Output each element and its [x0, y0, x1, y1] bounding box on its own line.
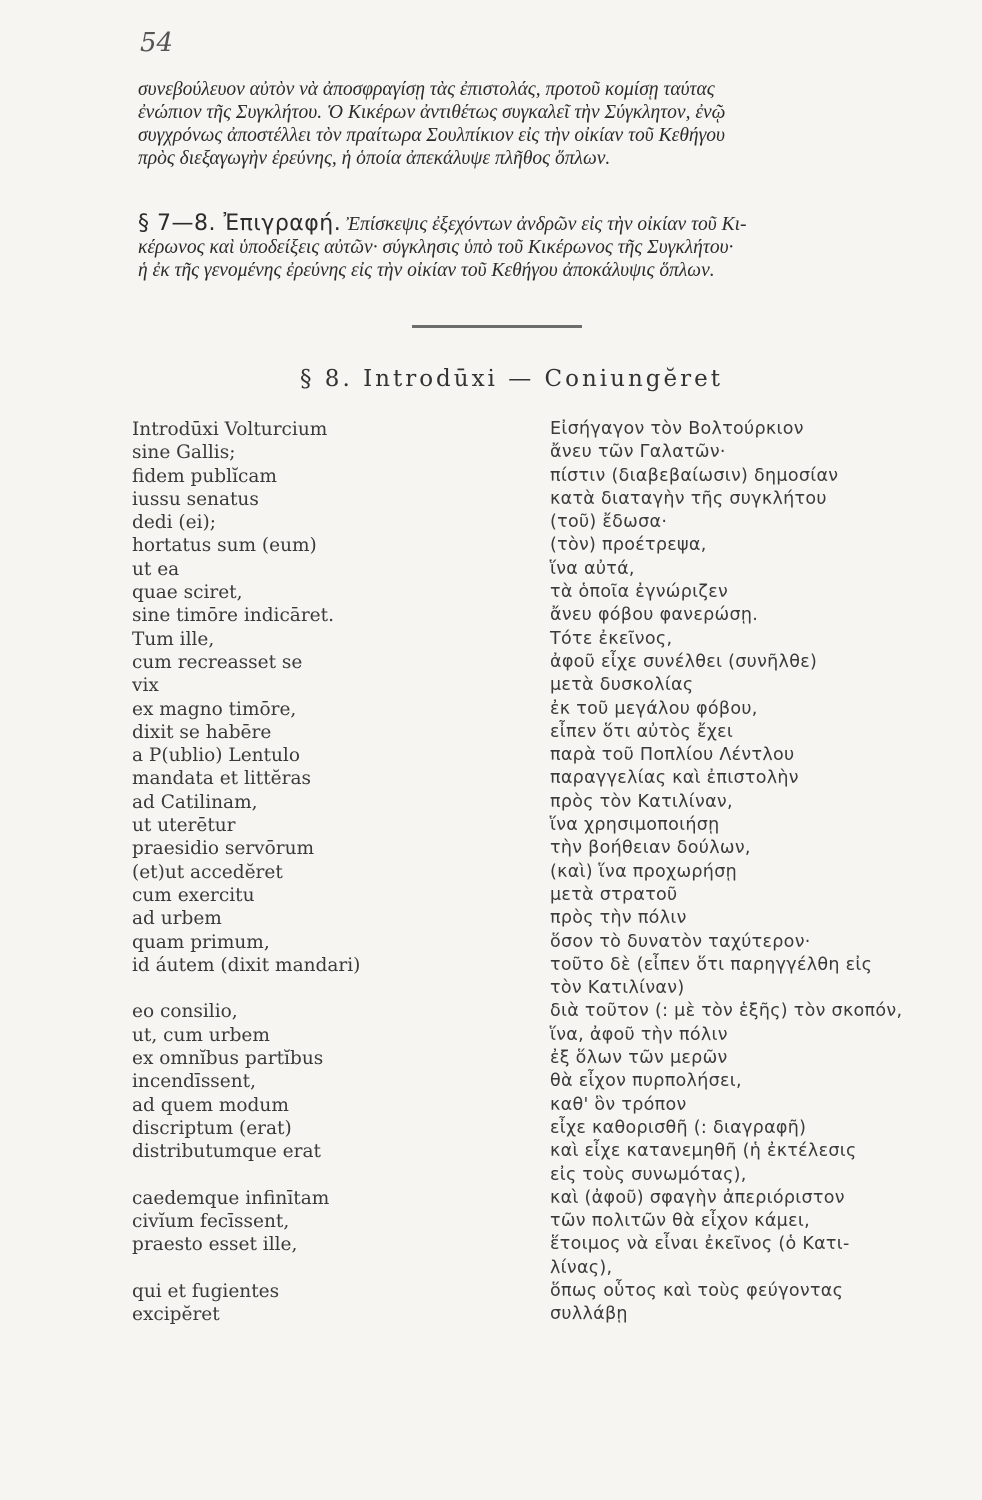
greek-line: λίνας), [550, 1257, 613, 1278]
latin-line: discriptum (erat) [132, 1117, 292, 1139]
greek-line: ἕτοιμος νὰ εἶναι ἐκεῖνος (ὁ Κατι- [550, 1234, 850, 1255]
intro-line: συνεβούλευον αὐτὸν νὰ ἀποσφραγίσῃ τὰς ἐπιστολάς, προτοῦ κομίσῃ ταύτας [138, 79, 715, 100]
latin-line: quae sciret, [132, 582, 243, 604]
summary-heading: § 7—8. Ἐπιγραφή. [138, 211, 342, 236]
greek-line: Εἰσήγαγον τὸν Βολτούρκιον [550, 419, 804, 439]
latin-line [132, 977, 432, 1000]
greek-line: παραγγελίας καὶ ἐπιστολὴν [550, 768, 799, 789]
latin-line: ut ea [132, 558, 180, 580]
latin-line: (et)ut accedĕret [132, 861, 283, 883]
latin-line: eo consilio, [132, 1001, 238, 1023]
greek-line: (καὶ) ἵνα προχωρήσῃ [550, 861, 737, 882]
latin-line: Introdūxi Volturcium [132, 419, 328, 440]
greek-line: (τὸν) προέτρεψα, [550, 535, 707, 556]
latin-line: Tum ille, [132, 628, 215, 650]
summary-line-1-text: Ἐπίσκεψις ἐξεχόντων ἀνδρῶν εἰς τὴν οἰκίαν τοῦ Κι- [346, 214, 747, 235]
summary-line-1 [138, 212, 950, 236]
greek-line: ἵνα χρησιμοποιήσῃ [550, 815, 720, 836]
latin-line: cum recreasset se [132, 651, 303, 673]
greek-line: (τοῦ) ἔδωσα· [550, 512, 668, 533]
greek-line: εἶχε καθορισθῆ (: διαγραφῆ) [550, 1117, 807, 1138]
greek-line: τοῦτο δὲ (εἶπεν ὅτι παρηγγέλθη εἰς [550, 954, 873, 975]
greek-line: μετὰ στρατοῦ [550, 884, 678, 905]
greek-line: διὰ τοῦτον (: μὲ τὸν ἑξῆς) τὸν σκοπόν, [550, 1001, 903, 1022]
intro-line: πρὸς διεξαγωγὴν ἐρεύνης, ἡ ὁποία ἀπεκάλυψε πλῆθος ὅπλων. [138, 148, 611, 169]
latin-column [132, 418, 432, 1327]
latin-line: mandata et littĕras [132, 768, 311, 790]
greek-line: παρὰ τοῦ Ποπλίου Λέντλου [550, 745, 795, 766]
greek-line: πρὸς τὸν Κατιλίναν, [550, 791, 733, 812]
latin-line: iussu senatus [132, 488, 259, 510]
greek-line: εἰς τοὺς συνωμότας), [550, 1164, 747, 1185]
latin-line: a P(ublio) Lentulo [132, 745, 300, 767]
latin-line: dedi (ei); [132, 512, 216, 534]
greek-line: εἶπεν ὅτι αὐτὸς ἔχει [550, 721, 734, 742]
greek-line: ἄνευ φόβου φανερώσῃ. [550, 605, 759, 626]
intro-line: συγχρόνως ἀποστέλλει τὸν πραίτωρα Σουλπίκιον εἰς τὴν οἰκίαν τοῦ Κεθήγου [138, 125, 725, 146]
summary-line-3: ἡ ἐκ τῆς γενομένης ἐρεύνης εἰς τὴν οἰκίαν τοῦ Κεθήγου ἀποκάλυψις ὅπλων. [138, 260, 715, 281]
latin-line: incendīssent, [132, 1071, 256, 1093]
latin-line: id áutem (dixit mandari) [132, 954, 361, 976]
greek-line: τῶν πολιτῶν θὰ εἶχον κάμει, [550, 1211, 810, 1232]
latin-line: distributumque erat [132, 1141, 321, 1163]
latin-line: ex omnĭbus partĭbus [132, 1048, 324, 1070]
greek-line: ὅσον τὸ δυνατὸν ταχύτερον· [550, 931, 811, 952]
greek-line: καθ' ὃν τρόπον [550, 1094, 687, 1115]
latin-line: ad quem modum [132, 1094, 289, 1116]
latin-line: dixit se habēre [132, 721, 272, 743]
latin-line: ad urbem [132, 908, 222, 930]
latin-line: praesidio servōrum [132, 838, 315, 860]
latin-line: excipĕret [132, 1304, 220, 1326]
greek-line: ὅπως οὗτος καὶ τοὺς φεύγοντας [550, 1280, 844, 1301]
greek-line: καὶ (ἀφοῦ) σφαγὴν ἀπεριόριστον [550, 1187, 845, 1208]
latin-line: cum exercitu [132, 884, 255, 906]
greek-line: ἄνευ τῶν Γαλατῶν· [550, 442, 726, 463]
greek-line: τὸν Κατιλίναν) [550, 978, 685, 999]
latin-line: sine timōre indicāret. [132, 605, 334, 627]
greek-line: Τότε ἐκεῖνος, [550, 628, 673, 649]
latin-line: civĭum fecīssent, [132, 1211, 290, 1233]
latin-line: caedemque infinītam [132, 1187, 330, 1209]
greek-line: ἵνα, ἀφοῦ τὴν πόλιν [550, 1024, 728, 1045]
greek-line: τὰ ὁποῖα ἐγνώριζεν [550, 582, 729, 603]
greek-line: συλλάβῃ [550, 1304, 628, 1325]
greek-line: πρὸς τὴν πόλιν [550, 908, 687, 929]
latin-line: fidem publĭcam [132, 465, 277, 487]
greek-line: θὰ εἶχον πυρπολήσει, [550, 1071, 742, 1092]
latin-line: ad Catilinam, [132, 791, 258, 813]
latin-line [132, 1164, 432, 1187]
latin-line: ex magno timōre, [132, 698, 297, 720]
latin-line: vix [132, 675, 159, 697]
latin-line: quam primum, [132, 931, 270, 953]
intro-paragraph [138, 78, 950, 170]
greek-line: ἵνα αὐτά, [550, 558, 635, 579]
greek-line: ἀφοῦ εἶχε συνέλθει (συνῆλθε) [550, 651, 818, 672]
greek-line: πίστιν (διαβεβαίωσιν) δημοσίαν [550, 465, 839, 486]
divider-rule [412, 325, 582, 328]
latin-line: ut, cum urbem [132, 1024, 270, 1046]
latin-line: praesto esset ille, [132, 1234, 298, 1256]
summary-line-2: κέρωνος καὶ ὑποδείξεις αὐτῶν· σύγκλησις ὑπὸ τοῦ Κικέρωνος τῆς Συγκλήτου· [138, 237, 734, 258]
greek-line: ἐξ ὅλων τῶν μερῶν [550, 1048, 728, 1069]
latin-line: qui et fugientes [132, 1280, 280, 1302]
greek-line: τὴν βοήθειαν δούλων, [550, 838, 751, 859]
greek-line: μετὰ δυσκολίας [550, 675, 694, 696]
latin-line: ut uterētur [132, 815, 236, 837]
latin-line [132, 1257, 432, 1280]
greek-line: κατὰ διαταγὴν τῆς συγκλήτου [550, 488, 827, 509]
greek-column [550, 418, 970, 1327]
page-number: 54 [140, 28, 174, 58]
greek-line: καὶ εἶχε κατανεμηθῆ (ἡ ἐκτέλεσις [550, 1141, 857, 1162]
section-summary [138, 212, 950, 282]
latin-line: hortatus sum (eum) [132, 535, 317, 557]
latin-line: sine Gallis; [132, 442, 236, 464]
greek-line: ἐκ τοῦ μεγάλου φόβου, [550, 698, 758, 719]
intro-line: ἐνώπιον τῆς Συγκλήτου. Ὁ Κικέρων ἀντιθέτως συγκαλεῖ τὴν Σύγκλητον, ἐνῷ [138, 102, 726, 123]
section-title: § 8. Introdūxi — Coniungĕret [300, 366, 723, 392]
